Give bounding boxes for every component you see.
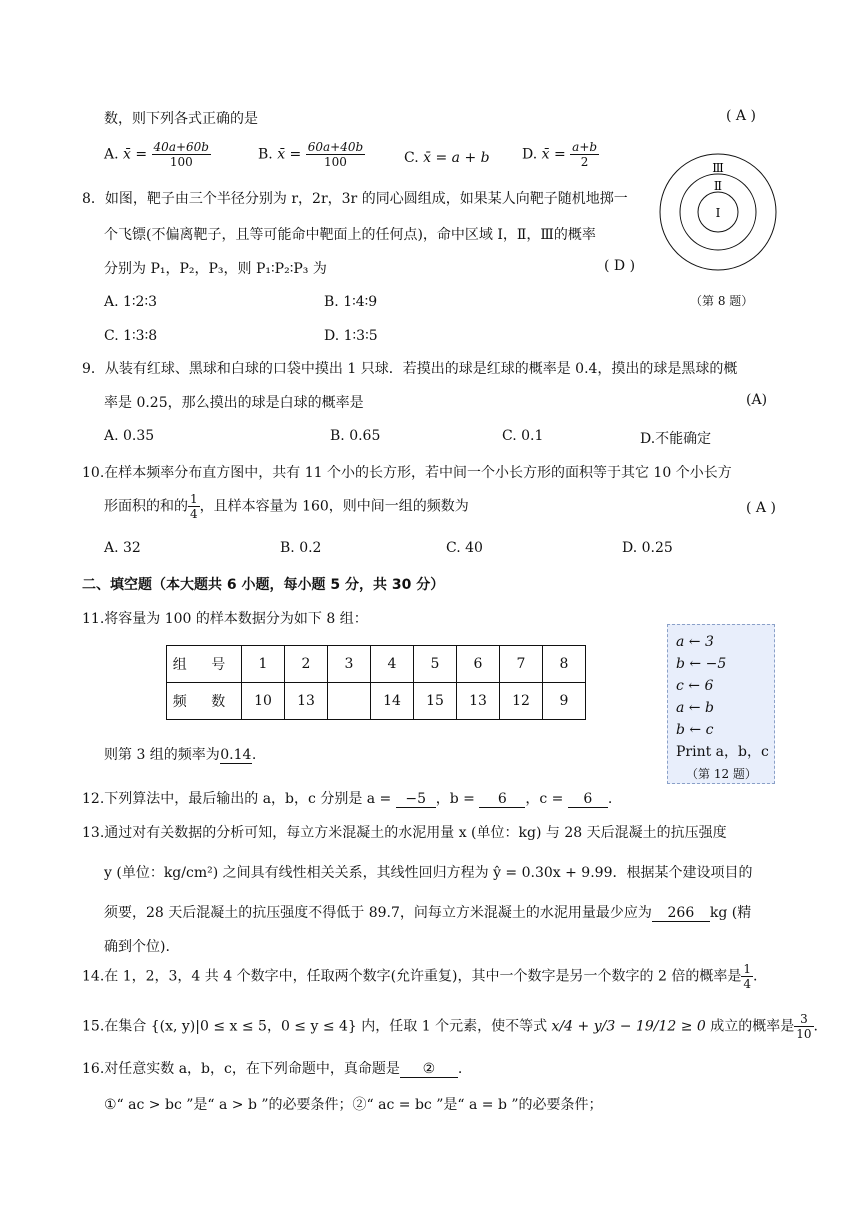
q8-answer: ( D ): [604, 258, 636, 274]
q8-option-d: D. 1∶3∶5: [324, 328, 378, 344]
region-label-2: Ⅱ: [713, 179, 723, 193]
table-cell: 5: [414, 646, 457, 683]
q10-line2: 形面积的和的 $\frac{1}{4}$ ，且样本容量为 160，则中间一组的频数为: [104, 492, 469, 521]
table-cell: 频 数: [167, 683, 242, 720]
table-cell: 1: [242, 646, 285, 683]
table-cell: 7: [500, 646, 543, 683]
q12-answer-b: 6: [479, 791, 525, 808]
q10-option-b: B. 0.2: [280, 540, 322, 556]
figure-8-caption: （第 8 题）: [690, 294, 754, 308]
q15-line: 15.在集合 {(x, y)|0 ≤ x ≤ 5，0 ≤ y ≤ 4} 内，任取 1 个元素，使不等式 x/4 + y/3 − 19/12 ≥ 0 成立的概率是 $\frac{3}{10}$ .: [82, 1012, 818, 1041]
region-label-3: Ⅲ: [712, 161, 724, 175]
table-row: [167, 683, 586, 720]
q12-answer-c: 6: [568, 791, 608, 808]
table-cell: 13: [285, 683, 328, 720]
table-cell: 组 号: [167, 646, 242, 683]
q10-answer: ( A ): [746, 500, 776, 516]
q10-line1: 10.在样本频率分布直方图中，共有 11 个小的长方形，若中间一个小长方形的面积等于其它 10 个小长方: [82, 465, 732, 481]
program-line: Print a，b，c: [676, 744, 769, 760]
q7-stem: 数，则下列各式正确的是: [104, 111, 258, 127]
q8-line1: 8．如图，靶子由三个半径分别为 r，2r，3r 的同心圆组成，如果某人向靶子随机地掷一: [82, 191, 628, 207]
table-cell: 13: [457, 683, 500, 720]
q12-line: 12.下列算法中，最后输出的 a，b，c 分别是 a = −5 ，b = 6 ，c = 6 .: [82, 791, 613, 807]
q15-answer: $\frac{3}{10}$: [796, 1012, 812, 1041]
table-cell: 15: [414, 683, 457, 720]
table-cell: 10: [242, 683, 285, 720]
table-row: [167, 646, 586, 683]
table-cell: 2: [285, 646, 328, 683]
target-figure: [656, 150, 780, 274]
frequency-table: [166, 645, 586, 720]
region-label-1: Ⅰ: [715, 206, 721, 220]
program-line: c ← 6: [676, 678, 714, 694]
q10-option-d: D. 0.25: [622, 540, 673, 556]
q16-answer: ②: [400, 1061, 458, 1078]
q7-option-c: C. x̄ = a + b: [404, 150, 490, 166]
table-cell: 3: [328, 646, 371, 683]
table-cell: 12: [500, 683, 543, 720]
q10-option-c: C. 40: [446, 540, 483, 556]
q8-option-a: A. 1∶2∶3: [104, 294, 158, 310]
q13-line4: 确到个位).: [104, 939, 170, 955]
q13-line1: 13.通过对有关数据的分析可知，每立方米混凝土的水泥用量 x (单位：kg) 与 28 天后混凝土的抗压强度: [82, 825, 727, 841]
program-line: b ← −5: [676, 656, 727, 672]
q16-line2: ①“ ac > bc ”是“ a > b ”的必要条件；②“ ac = bc ”是“ a = b ”的必要条件；: [104, 1097, 603, 1113]
q9-answer: (A): [746, 392, 768, 408]
q7-answer: ( A ): [726, 108, 756, 124]
table-cell: 14: [371, 683, 414, 720]
q9-option-c: C. 0.1: [502, 428, 544, 444]
q9-line1: 9．从装有红球、黑球和白球的口袋中摸出 1 只球．若摸出的球是红球的概率是 0.4，摸出的球是黑球的概: [82, 361, 738, 377]
q12-answer-a: −5: [396, 791, 436, 808]
q13-answer: 266: [652, 905, 710, 922]
q8-line2: 个飞镖(不偏离靶子，且等可能命中靶面上的任何点)，命中区域 Ⅰ，Ⅱ，Ⅲ的概率: [104, 227, 596, 243]
program-line: a ← 3: [676, 634, 714, 650]
q14-line: 14.在 1，2，3，4 共 4 个数字中，任取两个数字(允许重复)，其中一个数字是另一个数字的 2 倍的概率是 $\frac{1}{4}$ .: [82, 962, 758, 991]
q7-option-b: B. x̄ = $\frac{60a+40b}{100}$: [258, 140, 364, 169]
q8-line3: 分别为 P₁，P₂，P₃，则 P₁∶P₂∶P₃ 为: [104, 261, 327, 277]
table-cell: 9: [543, 683, 586, 720]
program-caption: （第 12 题）: [686, 767, 757, 781]
program-line: b ← c: [676, 722, 714, 738]
q9-line2: 率是 0.25，那么摸出的球是白球的概率是: [104, 395, 364, 411]
q14-answer: $\frac{1}{4}$: [743, 962, 751, 991]
table-cell: 4: [371, 646, 414, 683]
q13-line2: y (单位：kg/cm²) 之间具有线性相关关系，其线性回归方程为 ŷ = 0.30x + 9.99．根据某个建设项目的: [104, 865, 753, 881]
section-title: 二、填空题（本大题共 6 小题，每小题 5 分，共 30 分）: [82, 577, 445, 593]
q7-option-a: A. x̄ = $\frac{40a+60b}{100}$: [104, 140, 209, 169]
algorithm-box: [667, 624, 775, 784]
q10-option-a: A. 32: [104, 540, 141, 556]
q11-answer: 0.14: [220, 747, 252, 763]
table-cell: 6: [457, 646, 500, 683]
q8-option-b: B. 1∶4∶9: [324, 294, 378, 310]
q16-line1: 16.对任意实数 a，b，c，在下列命题中，真命题是 ② .: [82, 1061, 463, 1077]
table-cell: 8: [543, 646, 586, 683]
q8-option-c: C. 1∶3∶8: [104, 328, 158, 344]
program-line: a ← b: [676, 700, 714, 716]
q7-option-d: D. x̄ = $\frac{a+b}{2}$: [522, 140, 598, 169]
q9-option-d: D.不能确定: [640, 431, 712, 447]
q11-stem: 11.将容量为 100 的样本数据分为如下 8 组：: [82, 611, 368, 627]
table-cell: [328, 683, 371, 720]
q13-line3: 须要，28 天后混凝土的抗压强度不得低于 89.7，问每立方米混凝土的水泥用量最少应为 266 kg (精: [104, 905, 752, 921]
q9-option-b: B. 0.65: [330, 428, 381, 444]
q9-option-a: A. 0.35: [104, 428, 155, 444]
q11-result: 则第 3 组的频率为0.14.: [104, 747, 257, 763]
q15-inequality: x/4 + y/3 − 19/12 ≥ 0: [551, 1018, 706, 1035]
